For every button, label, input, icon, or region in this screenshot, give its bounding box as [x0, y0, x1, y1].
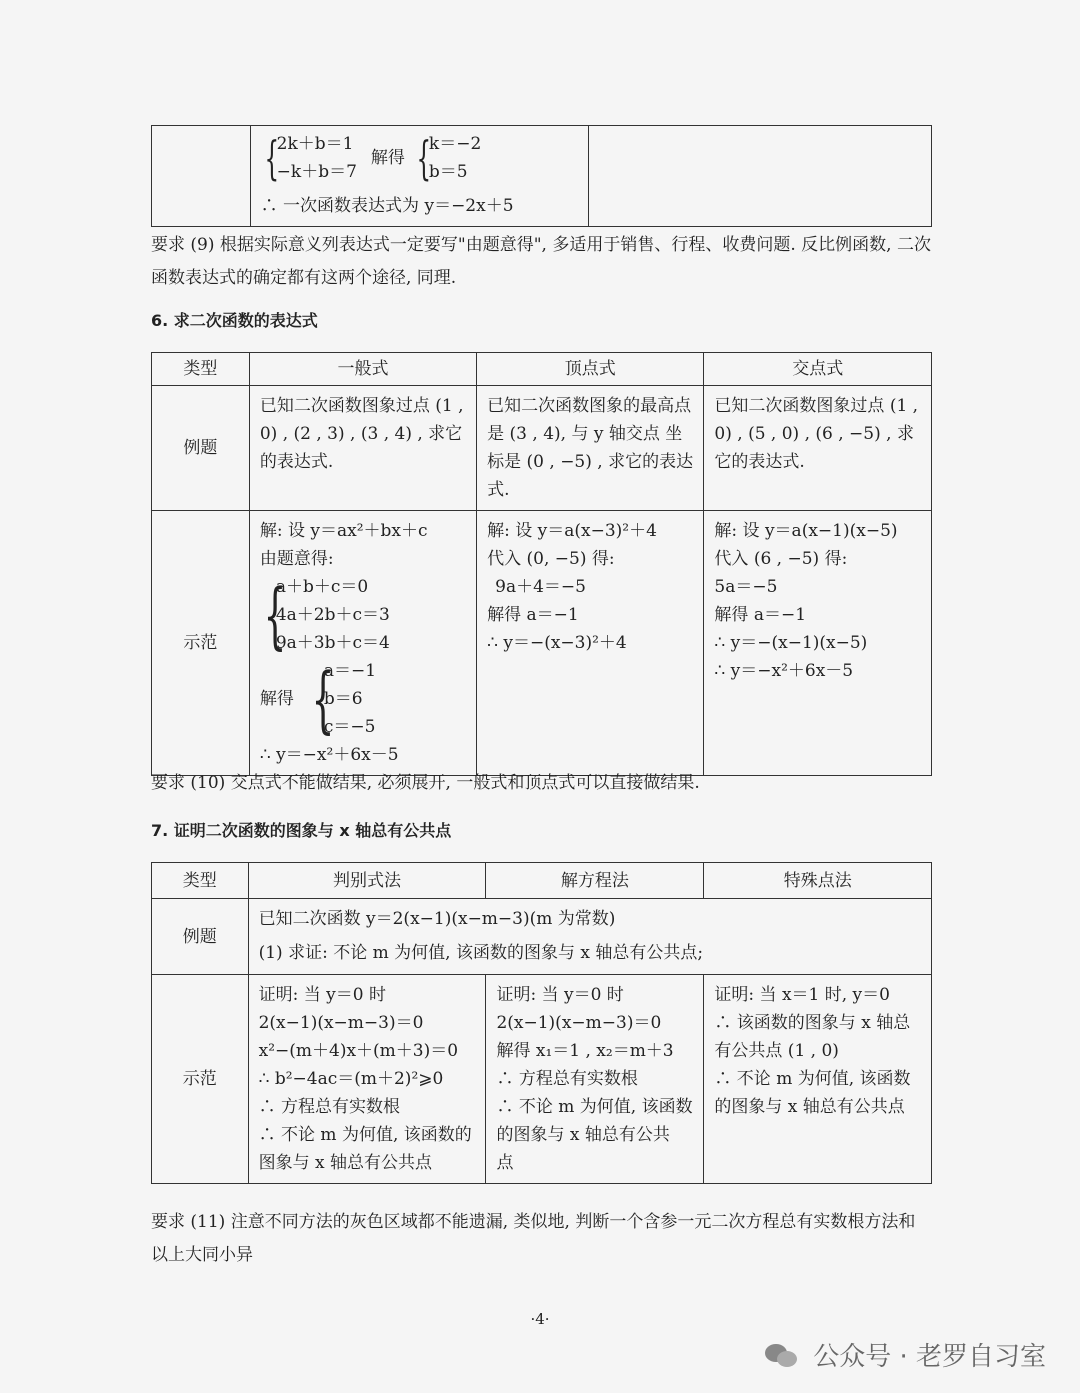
example-intercept: 已知二次函数图象过点 (1 , 0) , (5 , 0) , (6 , −5) , 求它的表达式.: [704, 386, 932, 511]
equation-system: { a＋b＋c＝0 4a＋2b＋c＝3 9a＋3b＋c＝4: [263, 573, 390, 657]
requirement-10: 要求 (10) 交点式不能做结果, 必须展开, 一般式和顶点式可以直接做结果.: [151, 773, 700, 793]
demo-general: 解: 设 y＝ax²＋bx＋c 由题意得: { a＋b＋c＝0 4a＋2b＋c＝3 9a＋3b＋c＝4 解得 { a＝−1 b＝6 c＝−5 ∴ y＝−x²＋6x－5: [249, 511, 476, 776]
solution-system: 解得 { a＝−1 b＝6 c＝−5: [259, 657, 377, 741]
wechat-icon: [765, 1342, 799, 1368]
example-7: 已知二次函数 y＝2(x−1)(x−m−3)(m 为常数) (1) 求证: 不论 m 为何值, 该函数的图象与 x 轴总有公共点;: [248, 899, 931, 975]
page-number: ·4·: [530, 1310, 550, 1328]
top-table: [151, 125, 932, 227]
demo-discriminant: 证明: 当 y＝0 时 2(x−1)(x−m−3)＝0 x²−(m＋4)x＋(m＋3)＝0 ∴ b²−4ac＝(m＋2)²⩾0 ∴ 方程总有实数根 ∴ 不论 m 为何值, 该函数的 图象与 x 轴总有公共点: [248, 975, 486, 1184]
demo-intercept: 解: 设 y＝a(x−1)(x−5) 代入 (6 , −5) 得: 5a＝−5 解得 a＝−1 ∴ y＝−(x−1)(x−5) ∴ y＝−x²＋6x－5: [704, 511, 932, 776]
table-6: 类型 一般式 顶点式 交点式 例题 已知二次函数图象过点 (1 , 0) , (2 , 3) , (3 , 4) , 求它的表达式. 已知二次函数图象的最高点是 (3 , 4), 与 y 轴交点 坐标是 (0 , −5) , 求它的表达式. 已知二次函数图象过点 (1 , 0) , (5 , 0) , (6 , −5) , 求它的表达式. 示范 解: 设 y＝ax²＋bx＋c 由题意得: { a＋b＋c＝0 4a＋2b＋c＝3 9a＋3b＋c＝4 解得 { a＝−1 b＝6 c＝−5 ∴ y＝−x²＋6x－5 解: 设 y＝a(x−3)²＋4 代入 (0, −5) 得: 9a＋4＝−5 解得 a＝−1 ∴ y＝−(x−3)²＋4 解: 设 y＝a(x−1)(x−5) 代入 (6 , −5) 得: 5a＝−5 解得 a＝−1 ∴ y＝−(x−1)(x−5) ∴ y＝−x²＋6x－5: [151, 352, 932, 776]
demo-solve-equation: 证明: 当 y＝0 时 2(x−1)(x−m−3)＝0 解得 x₁＝1 , x₂＝m＋3 ∴ 方程总有实数根 ∴ 不论 m 为何值, 该函数 的图象与 x 轴总有公共 点: [486, 975, 704, 1184]
example-vertex: 已知二次函数图象的最高点是 (3 , 4), 与 y 轴交点 坐标是 (0 , −5) , 求它的表达式.: [477, 386, 704, 511]
requirement-9: 要求 (9) 根据实际意义列表达式一定要写"由题意得", 多适用于销售、行程、收费问题. 反比例函数, 二次函数表达式的确定都有这两个途径, 同理.: [151, 235, 931, 288]
section-7-title: 7. 证明二次函数的图象与 x 轴总有公共点: [151, 821, 452, 840]
requirement-11: 要求 (11) 注意不同方法的灰色区域都不能遗漏, 类似地, 判断一个含参一元二次方程总有实数根方法和以上大同小异: [151, 1212, 916, 1265]
linear-system: { 2k＋b＝1 −k＋b＝7 解得 { k＝−2 b＝5: [264, 131, 482, 185]
table-7: 类型 判别式法 解方程法 特殊点法 例题 已知二次函数 y＝2(x−1)(x−m−3)(m 为常数) (1) 求证: 不论 m 为何值, 该函数的图象与 x 轴总有公共点; 示范 证明: 当 y＝0 时 2(x−1)(x−m−3)＝0 x²−(m＋4)x＋(m＋3)＝0 ∴ b²−4ac＝(m＋2)²⩾0 ∴ 方程总有实数根 ∴ 不论 m 为何值, 该函数的 图象与 x 轴总有公共点 证明: 当 y＝0 时 2(x−1)(x−m−3)＝0 解得 x₁＝1 , x₂＝m＋3 ∴ 方程总有实数根 ∴ 不论 m 为何值, 该函数 的图象与 x 轴总有公共 点 证明: 当 x＝1 时, y＝0 ∴ 该函数的图象与 x 轴总 有公共点 (1 , 0) ∴ 不论 m 为何值, 该函数 的图象与 x 轴总有公共点: [151, 862, 932, 1184]
watermark: 公众号 · 老罗自习室: [765, 1336, 1046, 1373]
example-general: 已知二次函数图象过点 (1 , 0) , (2 , 3) , (3 , 4) , 求它的表达式.: [249, 386, 476, 511]
demo-special-point: 证明: 当 x＝1 时, y＝0 ∴ 该函数的图象与 x 轴总 有公共点 (1 , 0) ∴ 不论 m 为何值, 该函数 的图象与 x 轴总有公共点: [704, 975, 932, 1184]
section-6-title: 6. 求二次函数的表达式: [151, 311, 318, 330]
top-table-solution: { 2k＋b＝1 −k＋b＝7 解得 { k＝−2 b＝5 ∴ 一次函数表达式为 y＝−2x＋5: [250, 126, 589, 227]
demo-vertex: 解: 设 y＝a(x−3)²＋4 代入 (0, −5) 得: 9a＋4＝−5 解得 a＝−1 ∴ y＝−(x−3)²＋4: [477, 511, 704, 776]
